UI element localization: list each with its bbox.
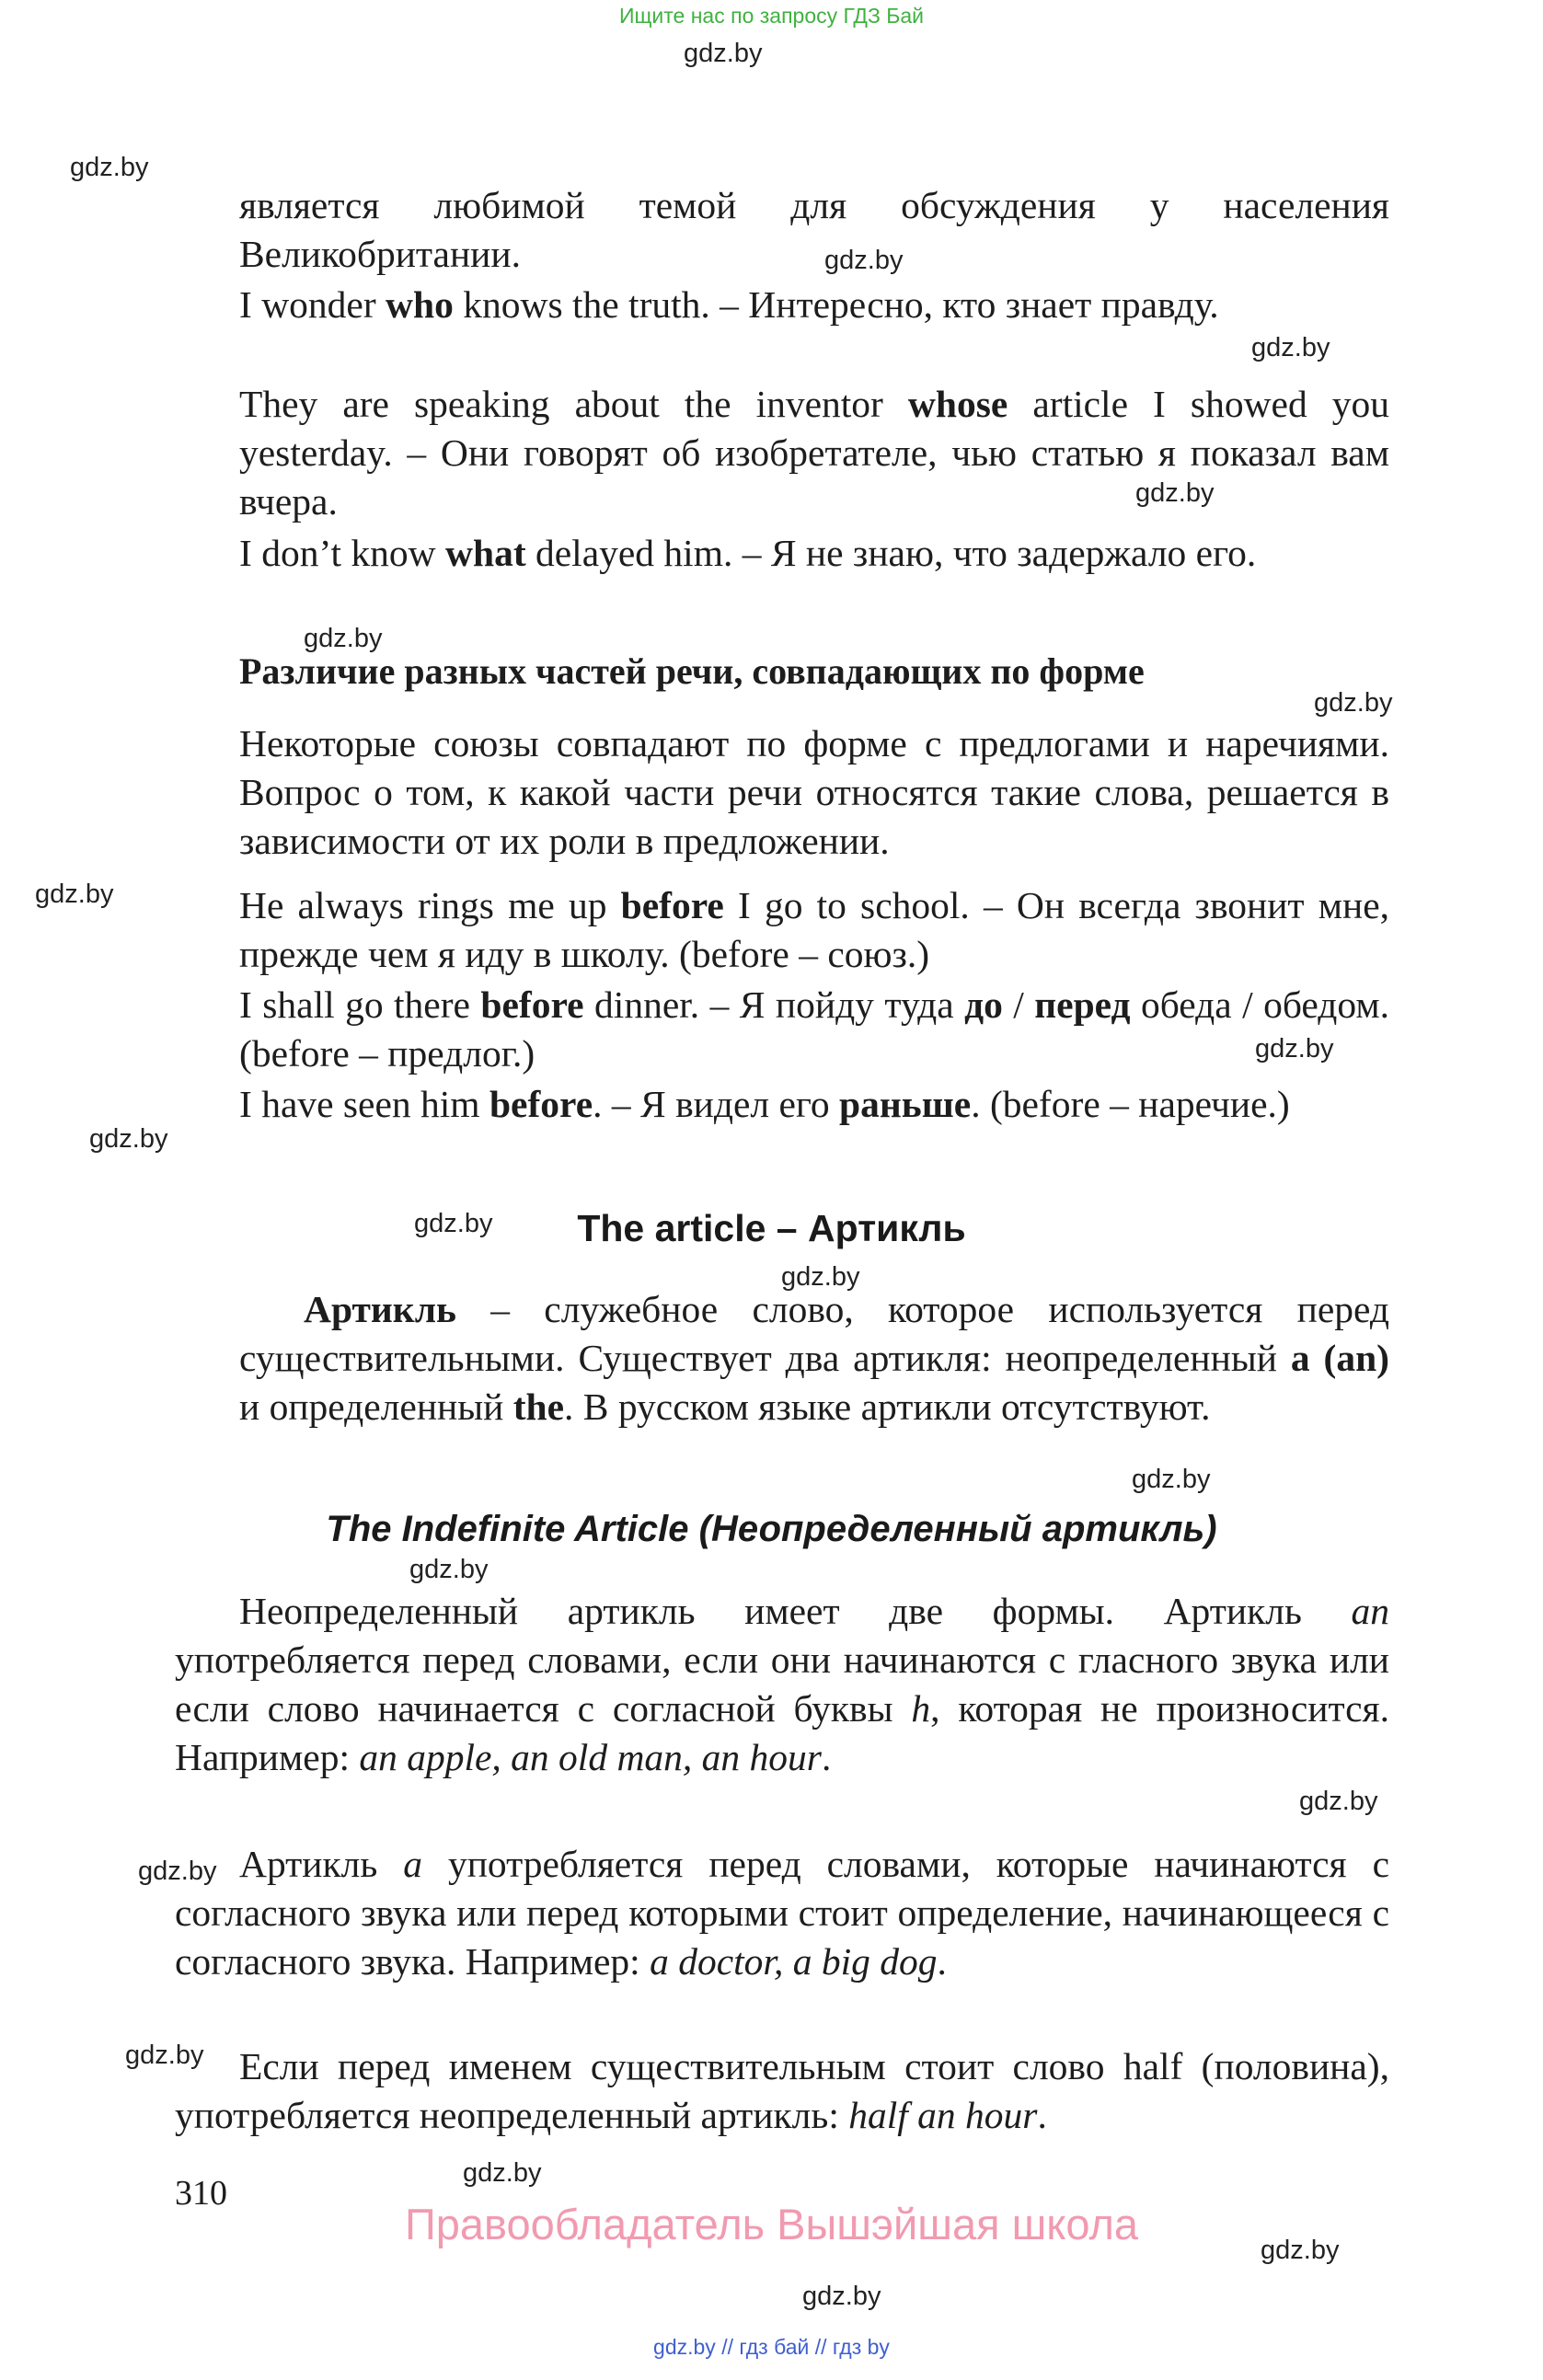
example-text: /: [1002, 983, 1035, 1026]
watermark-text: gdz.by: [1314, 688, 1393, 718]
example-text: I wonder: [239, 283, 386, 326]
example-text: They are speaking about the inventor: [239, 383, 908, 425]
paragraph-text: употребляется перед словами, если они начинаются с гласного звука или если слово начинается с согласной буквы: [175, 1638, 1389, 1730]
watermark-text: gdz.by: [824, 246, 904, 275]
watermark-text: gdz.by: [1251, 333, 1330, 362]
watermark-text: gdz.by: [409, 1555, 489, 1584]
example-before-adverb: [239, 1080, 1389, 1129]
example-text: . (before – наречие.): [971, 1083, 1290, 1125]
paragraph-text: Неопределенный артикль имеет две формы. Артикль: [239, 1590, 1352, 1632]
example-who: [239, 281, 1389, 329]
paragraph-text: Некоторые союзы совпадают по форме с предлогами и наречиями. Вопрос о том, к какой части речи относятся такие слова, решается в зависимости от их роли в предложении.: [239, 722, 1389, 862]
example-words: an apple, an old man, an hour: [359, 1736, 822, 1778]
paragraph-conjunctions: [239, 719, 1389, 866]
watermark-text: gdz.by: [304, 624, 383, 653]
keyword: an: [1351, 1590, 1389, 1632]
example-text: . – Я видел его: [593, 1083, 840, 1125]
section-heading: The article – Артикль: [577, 1207, 966, 1249]
example-text: обеда / обедом. (before – предлог.): [239, 983, 1390, 1075]
keyword: раньше: [839, 1083, 972, 1125]
paragraph-text: и определенный: [239, 1385, 513, 1428]
watermark-text: gdz.by: [125, 2041, 204, 2070]
paragraph-article: [239, 1285, 1389, 1431]
watermark-text: gdz.by: [781, 1262, 860, 1292]
paragraph-text: является любимой темой для обсуждения у населения Великобритании.: [239, 184, 1389, 275]
watermark-text: gdz.by: [35, 880, 114, 909]
watermark-text: gdz.by: [802, 2282, 881, 2311]
paragraph-continuation: [239, 181, 1389, 279]
example-before-conjunction: [239, 881, 1389, 979]
watermark-text: gdz.by: [1135, 478, 1215, 508]
watermark-text: gdz.by: [89, 1124, 168, 1154]
keyword: before: [489, 1083, 593, 1125]
keyword: h: [911, 1687, 931, 1730]
example-words: half an hour: [848, 2094, 1038, 2136]
keyword: before: [620, 884, 724, 926]
keyword: who: [386, 283, 454, 326]
example-words: a doctor, a big dog: [650, 1940, 938, 1983]
example-text: delayed him. – Я не знаю, что задержало его.: [525, 532, 1257, 574]
example-text: He always rings me up: [239, 884, 621, 926]
keyword: Артикль: [304, 1288, 456, 1330]
example-what: [239, 529, 1389, 578]
paragraph-text: .: [821, 1736, 832, 1778]
watermark-text: gdz.by: [1132, 1465, 1211, 1494]
example-text: article I showed you yesterday. – Они говорят об изобретателе, чью статью я показал вам вчера.: [239, 383, 1390, 523]
keyword: what: [445, 532, 526, 574]
footer-links[interactable]: gdz.by // гдз бай // гдз by: [653, 2335, 890, 2359]
page-number: 310: [175, 2174, 227, 2213]
example-whose: [239, 380, 1389, 526]
paragraph-article-an: [175, 1587, 1389, 1782]
example-text: I have seen him: [239, 1083, 489, 1125]
watermark-text: gdz.by: [1255, 1034, 1334, 1064]
watermark-text: gdz.by: [463, 2158, 542, 2188]
example-text: knows the truth. – Интересно, кто знает правду.: [453, 283, 1219, 326]
example-text: I don’t know: [239, 532, 446, 574]
paragraph-article-a: [175, 1840, 1389, 1986]
example-before-preposition: [239, 981, 1389, 1078]
section-heading: Различие разных частей речи, совпадающих по форме: [239, 650, 1145, 692]
paragraph-text: Если перед именем существительным стоит слово half (половина), употребляется неопределенный артикль:: [175, 2045, 1389, 2136]
paragraph-text: .: [1037, 2094, 1047, 2136]
paragraph-text: – служебное слово, которое используется перед существительными. Существует два артикля: неопределенный: [239, 1288, 1389, 1379]
copyright-notice: Правообладатель Вышэйшая школа: [404, 2200, 1139, 2248]
watermark-text: gdz.by: [684, 39, 763, 68]
paragraph-text: употребляется перед словами, которые начинаются с согласного звука или перед которыми стоит определение, начинающееся с согласного звука. Например:: [175, 1843, 1389, 1983]
watermark-text: gdz.by: [414, 1209, 493, 1238]
keyword: перед: [1034, 983, 1131, 1026]
keyword: до: [964, 983, 1003, 1026]
paragraph-text: .: [937, 1940, 947, 1983]
watermark-text: gdz.by: [138, 1857, 217, 1886]
watermark-text: gdz.by: [1261, 2236, 1340, 2265]
keyword: a: [403, 1843, 423, 1885]
keyword: before: [480, 983, 584, 1026]
example-text: I shall go there: [239, 983, 481, 1026]
paragraph-text: Артикль: [239, 1843, 404, 1885]
example-text: I go to school. – Он всегда звонит мне, прежде чем я иду в школу. (before – союз.): [239, 884, 1389, 975]
keyword: a (an): [1290, 1337, 1389, 1379]
subsection-heading: The Indefinite Article (Неопределенный артикль): [326, 1509, 1217, 1549]
paragraph-text: , которая не произносится. Например:: [175, 1687, 1389, 1778]
paragraph-half: [175, 2042, 1389, 2140]
keyword: whose: [907, 383, 1008, 425]
paragraph-text: . В русском языке артикли отсутствуют.: [564, 1385, 1211, 1428]
example-text: dinner. – Я пойду туда: [583, 983, 965, 1026]
keyword: the: [512, 1385, 565, 1428]
top-banner[interactable]: Ищите нас по запросу ГДЗ Бай: [618, 4, 925, 28]
watermark-text: gdz.by: [70, 153, 149, 182]
watermark-text: gdz.by: [1299, 1787, 1378, 1816]
